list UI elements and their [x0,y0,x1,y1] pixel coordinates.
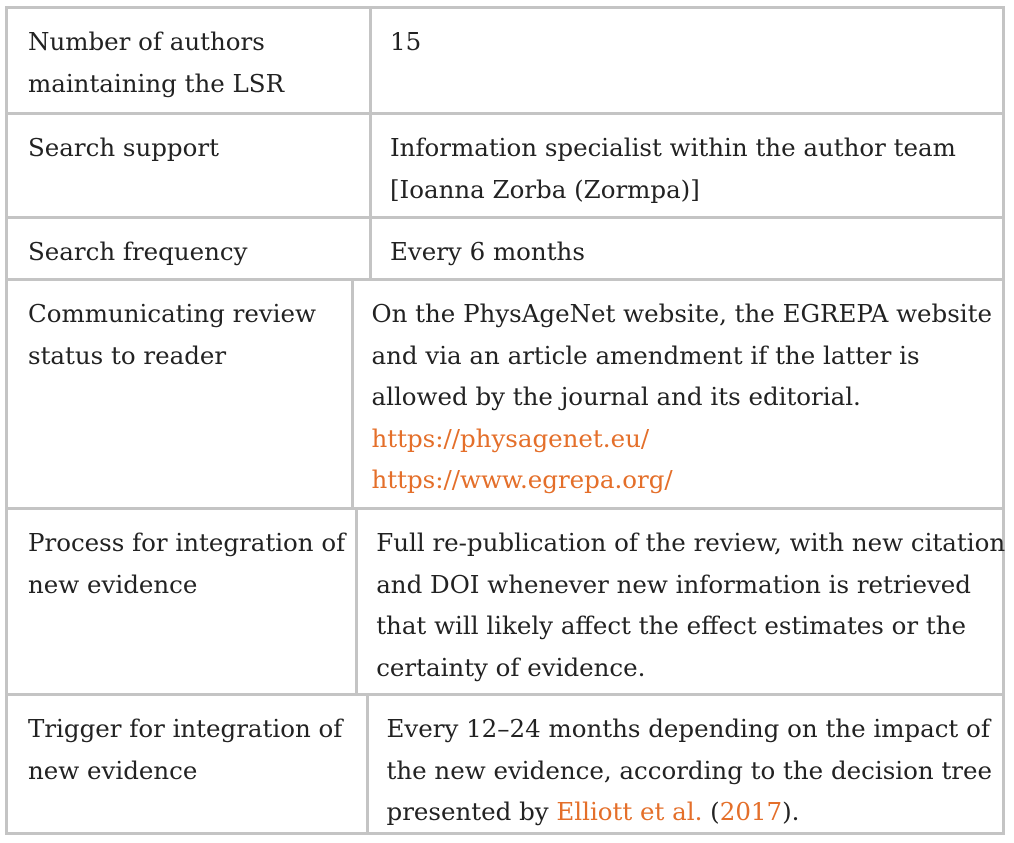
row-value: Every 12–24 months depending on the impact of the new evidence, according to the decision tree presented by Elliott et al. (2017). [369,696,1002,832]
row-label: Search frequency [8,219,372,278]
citation-year-link[interactable]: 2017 [719,797,783,826]
table-row [8,507,1006,693]
row-label: Number of authors maintaining the LSR [8,9,372,112]
table-row [8,112,1002,216]
table-row [8,216,1002,278]
row-label: Process for integration of new evidence [8,510,358,693]
lsr-details-table [5,6,1005,835]
row-value: 15 [390,27,422,56]
row-label: Communicating review status to reader [8,281,354,507]
row-label: Trigger for integration of new evidence [8,696,369,832]
physagenet-link[interactable]: https://physagenet.eu/ [371,423,650,453]
row-value: Full re-publication of the review, with new citation and DOI whenever new information is retrieved that will likely affect the effect estimates or the certainty of evidence. [376,528,1006,682]
citation-line: presented by Elliott et al. (2017). [386,797,800,826]
table-row [8,693,1002,832]
row-value: On the PhysAgeNet website, the EGREPA website and via an article amendment if the latter is allowed by the journal and its editorial. https://physagenet.eu/ https://www.egrepa.org/ [354,281,1003,507]
egrepa-link[interactable]: https://www.egrepa.org/ [371,465,673,494]
row-value: Information specialist within the author team [Ioanna Zorba (Zormpa)] [390,133,956,204]
table-row [8,9,1002,112]
table-row [8,278,1002,507]
citation-author-link[interactable]: Elliott et al. [556,797,703,826]
row-value: Every 6 months [390,237,585,266]
row-label: Search support [8,115,372,216]
